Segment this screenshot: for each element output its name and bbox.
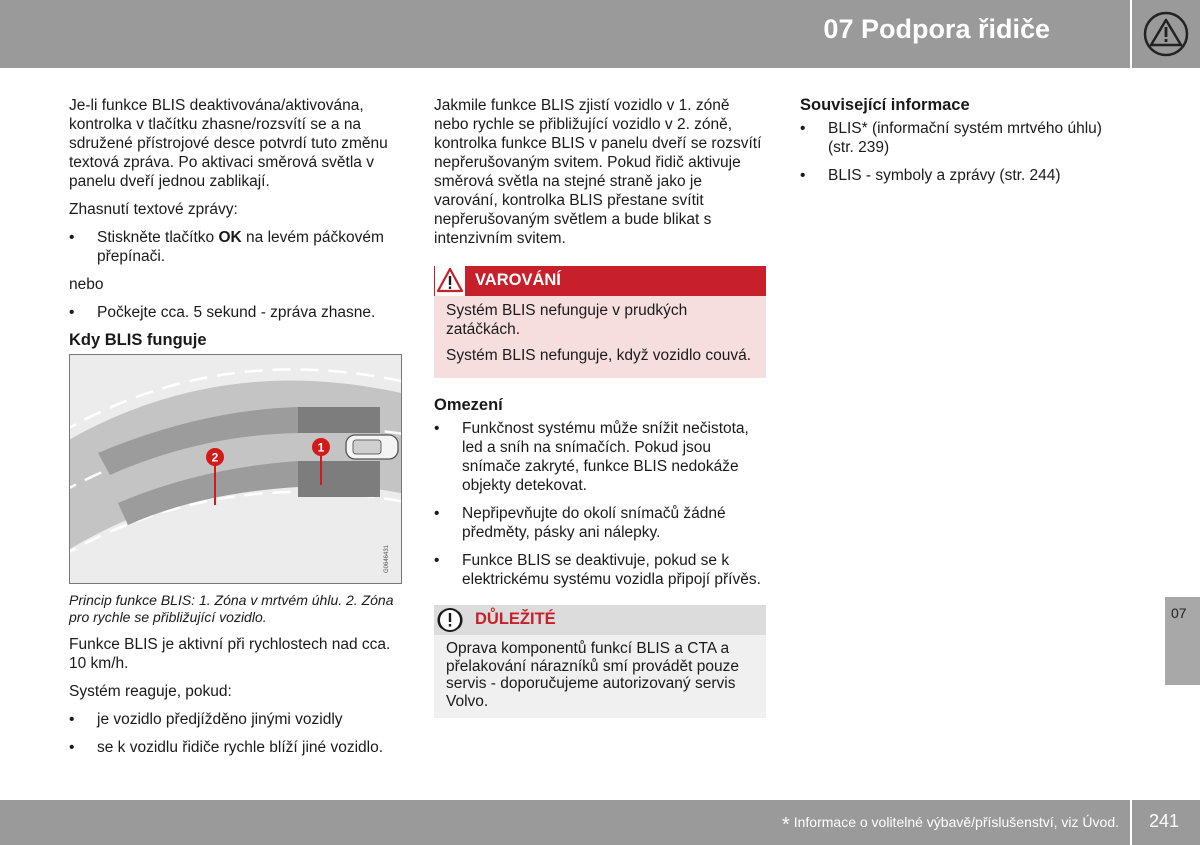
chapter-side-tab [1165, 597, 1200, 685]
list-item: • Nepřipevňujte do okolí snímačů žádné předměty, pásky ani nálepky. [434, 504, 766, 542]
related-info-heading: Související informace [800, 96, 970, 114]
important-header [434, 605, 766, 635]
speed-paragraph: Funkce BLIS je aktivní při rychlostech nad cca. 10 km/h. [69, 636, 391, 672]
warning-box [434, 266, 766, 378]
figure-code: G0646431 [384, 544, 390, 573]
list-item: • Stiskněte tlačítko OK na levém páčkovém přepínači. [69, 228, 404, 266]
page-number: 241 [1149, 811, 1180, 831]
side-tab-label: 07 [1171, 605, 1187, 621]
footnote-star: * [782, 814, 790, 836]
exclamation-icon [436, 606, 464, 634]
warning-text: Systém BLIS nefunguje, když vozidlo couvá. [446, 347, 751, 364]
warning-body [434, 296, 766, 378]
list-item: • se k vozidlu řidiče rychle blíží jiné vozidlo. [69, 738, 404, 757]
detection-paragraph: Jakmile funkce BLIS zjistí vozidlo v 1. zóně nebo rychle se přibližující vozidlo v 2. zóně, kontrolka funkce BLIS v panelu dveří se rozsvítí nepřerušovaným svitem. Pokud řidič aktivuje směrová světla na stejné straně jako je varování, kontrolka BLIS přestane svítit nepřerušovaným světlem a bude blikat s intenzivním svitem. [434, 97, 762, 247]
important-title: DŮLEŽITÉ [475, 610, 556, 628]
important-body: Oprava komponentů funkcí BLIS a CTA a přelakování nárazníků smí provádět pouze servis - doporučujeme autorizovaný servis Volvo. [434, 635, 766, 718]
footnote-text: Informace o volitelné výbavě/příslušenství, viz Úvod. [793, 814, 1119, 830]
warning-title: VAROVÁNÍ [475, 271, 561, 289]
section-heading: Omezení [434, 396, 503, 414]
section-heading: Kdy BLIS funguje [69, 331, 207, 349]
page-footer [0, 800, 1130, 845]
list-item: • je vozidlo předjížděno jinými vozidly [69, 710, 404, 729]
warning-triangle-icon [1141, 10, 1191, 58]
important-box [434, 605, 766, 718]
zone-1-marker: 1 [317, 440, 325, 455]
column-right [800, 96, 1130, 194]
or-text: nebo [69, 276, 104, 293]
warning-text: Systém BLIS nefunguje v prudkých zatáčkách. [446, 302, 688, 338]
column-middle [434, 96, 766, 718]
related-link[interactable]: • BLIS* (informační systém mrtvého úhlu) (str. 239) [800, 119, 1130, 157]
zone-2-marker: 2 [211, 450, 219, 465]
warning-triangle-icon [435, 266, 465, 296]
reacts-label: Systém reaguje, pokud: [69, 683, 232, 700]
page-number-box [1132, 800, 1200, 845]
related-link[interactable]: • BLIS - symboly a zprávy (str. 244) [800, 166, 1130, 185]
dismiss-message-label: Zhasnutí textové zprávy: [69, 201, 238, 218]
ok-key-label: OK [218, 229, 242, 246]
chapter-icon-box [1132, 0, 1200, 68]
list-item: • Funkce BLIS se deaktivuje, pokud se k elektrickému systému vozidla připojí přívěs. [434, 551, 766, 589]
blis-zone-illustration [69, 354, 402, 584]
list-item: • Počkejte cca. 5 sekund - zpráva zhasne. [69, 303, 404, 322]
column-left [69, 96, 404, 766]
chapter-title: 07 Podpora řidiče [823, 14, 1050, 44]
figure-caption: Princip funkce BLIS: 1. Zóna v mrtvém úhlu. 2. Zóna pro rychle se přibližující vozidlo. [69, 592, 394, 625]
blis-diagram [70, 355, 401, 583]
warning-header [434, 266, 766, 296]
chapter-header [0, 0, 1130, 68]
footer-note [782, 814, 1119, 837]
list-item: • Funkčnost systému může snížit nečistota, led a sníh na snímačích. Pokud jsou snímače zakryté, funkce BLIS nedokáže objekty detekovat. [434, 419, 766, 495]
intro-paragraph: Je-li funkce BLIS deaktivována/aktivována, kontrolka v tlačítku zhasne/rozsvítí se a na sdružené přístrojové desce potvrdí tuto změnu textová zpráva. Po aktivaci směrová světla v panelu dveří jednou zablikají. [69, 97, 388, 190]
